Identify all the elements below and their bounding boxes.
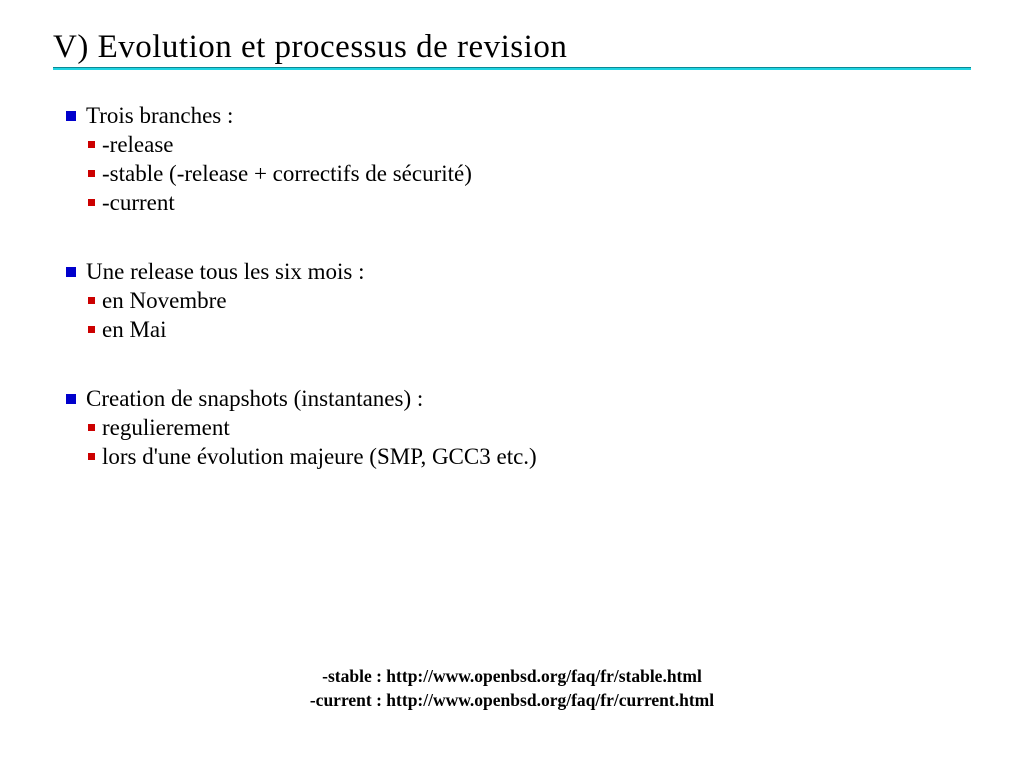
level2-square-bullet-icon [88, 297, 95, 304]
bullet-heading [0, 257, 1024, 286]
bullet-item-label: en Novembre [102, 288, 227, 313]
level2-square-bullet-icon [88, 424, 95, 431]
bullet-group-snapshots [0, 384, 1024, 471]
bullet-heading-label: Trois branches : [86, 103, 234, 128]
bullet-heading [0, 384, 1024, 413]
level2-square-bullet-icon [88, 453, 95, 460]
level1-square-bullet-icon [66, 267, 76, 277]
bullet-item [0, 130, 1024, 159]
level1-square-bullet-icon [66, 394, 76, 404]
bullet-group-release-cycle [0, 257, 1024, 344]
bullet-heading-label: Une release tous les six mois : [86, 259, 365, 284]
title-underline-rule [53, 67, 971, 70]
bullet-item [0, 442, 1024, 471]
footer-current-url: -current : http://www.openbsd.org/faq/fr/current.html [309, 690, 715, 710]
level2-square-bullet-icon [88, 326, 95, 333]
bullet-heading [0, 101, 1024, 130]
bullet-item-label: -current [102, 190, 175, 215]
level1-square-bullet-icon [66, 111, 76, 121]
bullet-item-label: en Mai [102, 317, 167, 342]
bullet-item [0, 188, 1024, 217]
level2-square-bullet-icon [88, 199, 95, 206]
bullet-item [0, 159, 1024, 188]
bullet-item-label: regulierement [102, 415, 230, 440]
bullet-item [0, 315, 1024, 344]
bullet-item [0, 286, 1024, 315]
level2-square-bullet-icon [88, 141, 95, 148]
bullet-heading-label: Creation de snapshots (instantanes) : [86, 386, 424, 411]
bullet-item-label: -stable (-release + correctifs de sécurité) [102, 161, 472, 186]
bullet-item [0, 413, 1024, 442]
bullet-group-branches [0, 101, 1024, 217]
footer-references [0, 664, 1024, 712]
bullet-item-label: -release [102, 132, 174, 157]
bullet-item-label: lors d'une évolution majeure (SMP, GCC3 etc.) [102, 444, 537, 469]
slide-title: V) Evolution et processus de revision [53, 29, 568, 65]
footer-stable-url: -stable : http://www.openbsd.org/faq/fr/stable.html [322, 666, 702, 686]
level2-square-bullet-icon [88, 170, 95, 177]
